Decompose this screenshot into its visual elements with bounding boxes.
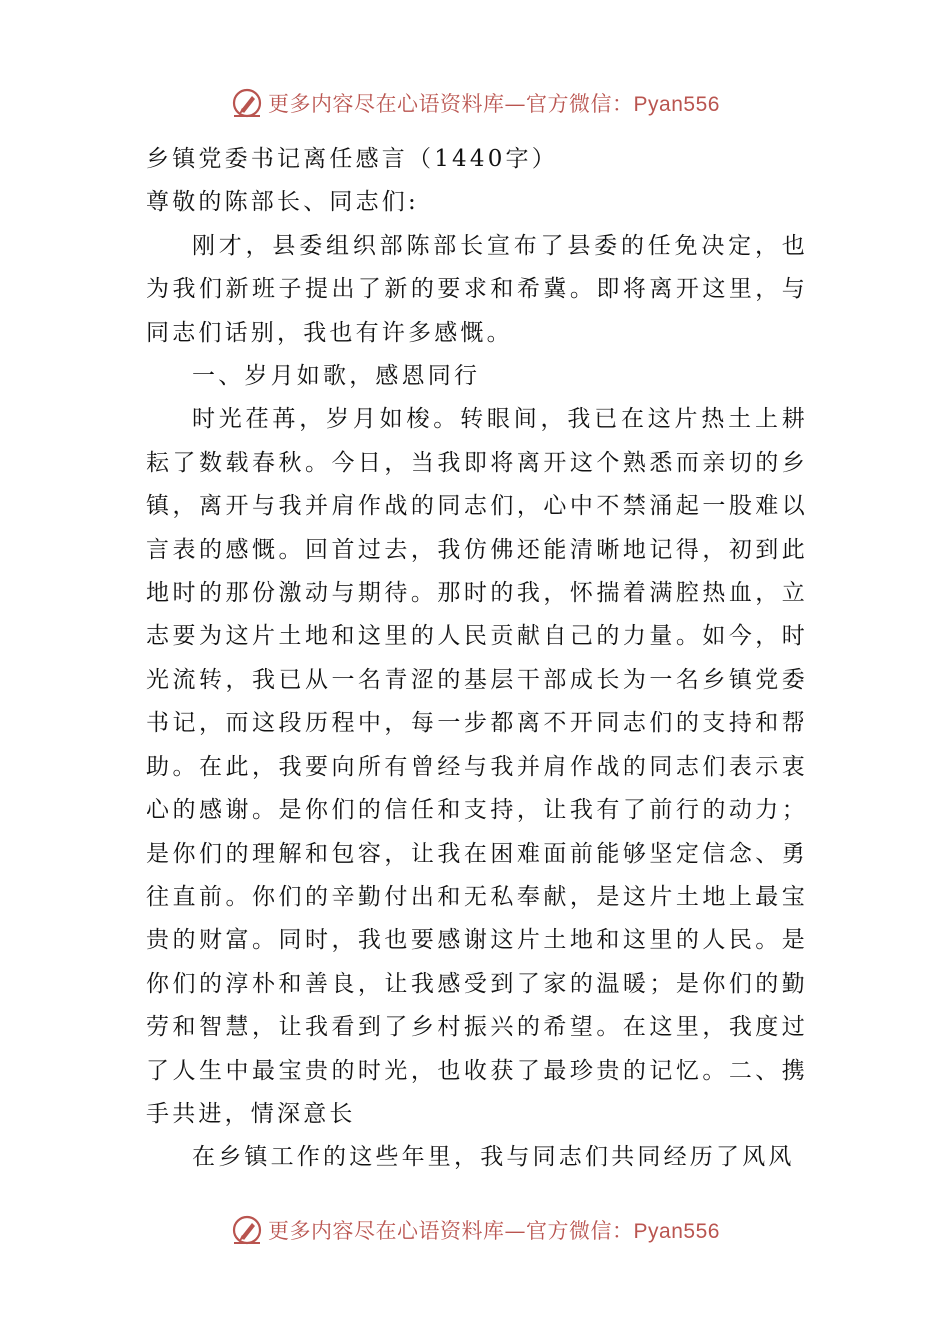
salutation: 尊敬的陈部长、同志们: <box>146 189 419 216</box>
document-body <box>146 138 808 1180</box>
header-watermark <box>0 83 950 123</box>
pen-nib-circle-icon <box>230 86 264 120</box>
watermark-text: 更多内容尽在心语资料库—官方微信：Pyan556 <box>268 1219 720 1243</box>
section-heading: 一、岁月如歌，感恩同行 <box>192 363 481 390</box>
paragraph: 刚才，县委组织部陈部长宣布了县委的任免决定，也为我们新班子提出了新的要求和希冀。即将离开这里，与同志们话别，我也有许多感慨。 <box>146 232 808 346</box>
paragraph: 在乡镇工作的这些年里，我与同志们共同经历了风风 <box>192 1144 795 1171</box>
document-title: 乡镇党委书记离任感言（1440字） <box>146 146 558 172</box>
watermark-text: 更多内容尽在心语资料库—官方微信：Pyan556 <box>268 92 720 116</box>
paragraph: 时光荏苒，岁月如梭。转眼间，我已在这片热土上耕耘了数载春秋。今日，当我即将离开这个熟悉而亲切的乡镇，离开与我并肩作战的同志们，心中不禁涌起一股难以言表的感慨。回首过去，我仿佛还能清晰地记得，初到此地时的那份激动与期待。那时的我，怀揣着满腔热血，立志要为这片土地和这里的人民贡献自己的力量。如今，时光流转，我已从一名青涩的基层干部成长为一名乡镇党委书记，而这段历程中，每一步都离不开同志们的支持和帮助。在此，我要向所有曾经与我并肩作战的同志们表示衷心的感谢。是你们的信任和支持，让我有了前行的动力；是你们的理解和包容，让我在困难面前能够坚定信念、勇往直前。你们的辛勤付出和无私奉献，是这片土地上最宝贵的财富。同时，我也要感谢这片土地和这里的人民。是你们的淳朴和善良，让我感受到了家的温暖；是你们的勤劳和智慧，让我看到了乡村振兴的希望。在这里，我度过了人生中最宝贵的时光，也收获了最珍贵的记忆。二、携手共进，情深意长 <box>146 406 808 1127</box>
footer-watermark <box>0 1210 950 1250</box>
pen-nib-circle-icon <box>230 1213 264 1247</box>
